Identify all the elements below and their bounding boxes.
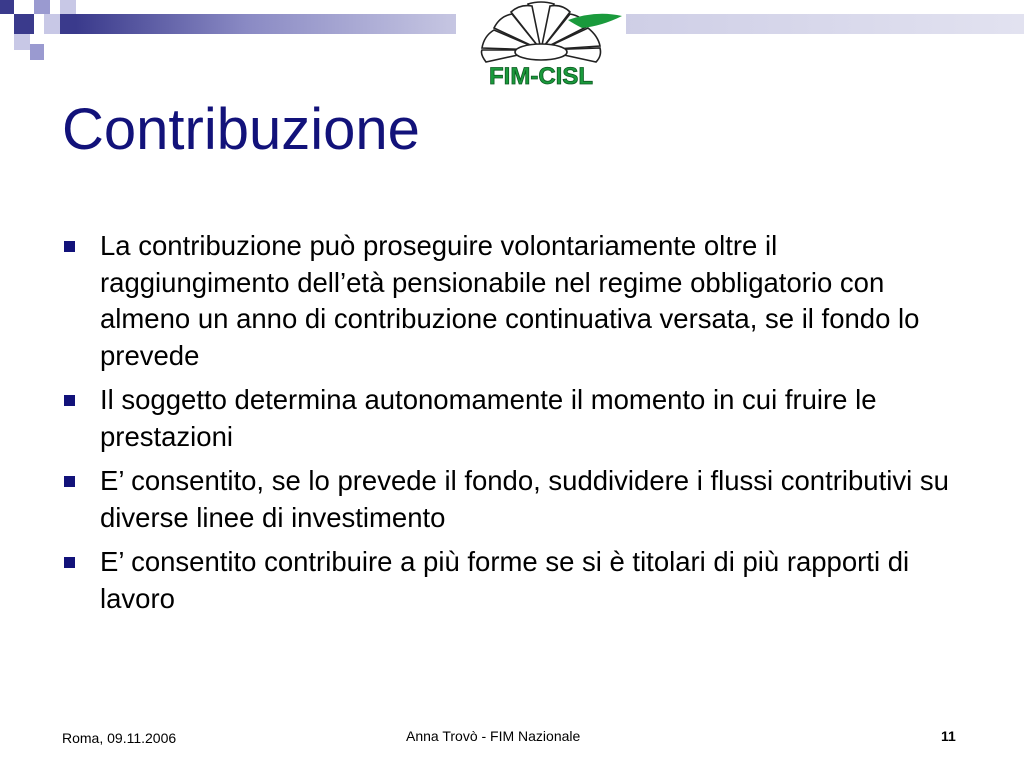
- deco-square: [30, 44, 44, 60]
- bullet-square-icon: [64, 557, 75, 568]
- bullet-text: E’ consentito, se lo prevede il fondo, suddividere i flussi contributivi su diverse linee di investimento: [100, 465, 949, 533]
- bullet-item: [62, 228, 962, 374]
- bullet-square-icon: [64, 395, 75, 406]
- footer-author: Anna Trovò - FIM Nazionale: [406, 728, 581, 744]
- deco-square: [14, 34, 30, 50]
- page-number: 11: [941, 728, 956, 744]
- logo-text: FIM-CISL: [489, 63, 593, 90]
- bullet-item: [62, 544, 962, 617]
- deco-square: [60, 14, 76, 34]
- slide-title: Contribuzione: [62, 97, 420, 162]
- bullet-square-icon: [64, 476, 75, 487]
- bullet-list: [62, 228, 962, 625]
- fim-cisl-logo: [456, 0, 626, 92]
- footer-date: Roma, 09.11.2006: [62, 730, 177, 746]
- deco-square: [60, 0, 76, 14]
- bullet-text: E’ consentito contribuire a più forme se si è titolari di più rapporti di lavoro: [100, 546, 910, 614]
- deco-square: [0, 0, 14, 14]
- deco-square: [34, 0, 50, 14]
- deco-square: [14, 14, 34, 34]
- bullet-item: [62, 463, 962, 536]
- deco-square: [44, 14, 60, 34]
- bullet-text: La contribuzione può proseguire volontariamente oltre il raggiungimento dell’età pensionabile nel regime obbligatorio con almeno un anno di contribuzione continuativa versata, se il fondo lo prevede: [100, 230, 920, 371]
- bullet-text: Il soggetto determina autonomamente il momento in cui fruire le prestazioni: [100, 384, 877, 452]
- bullet-item: [62, 382, 962, 455]
- bullet-square-icon: [64, 241, 75, 252]
